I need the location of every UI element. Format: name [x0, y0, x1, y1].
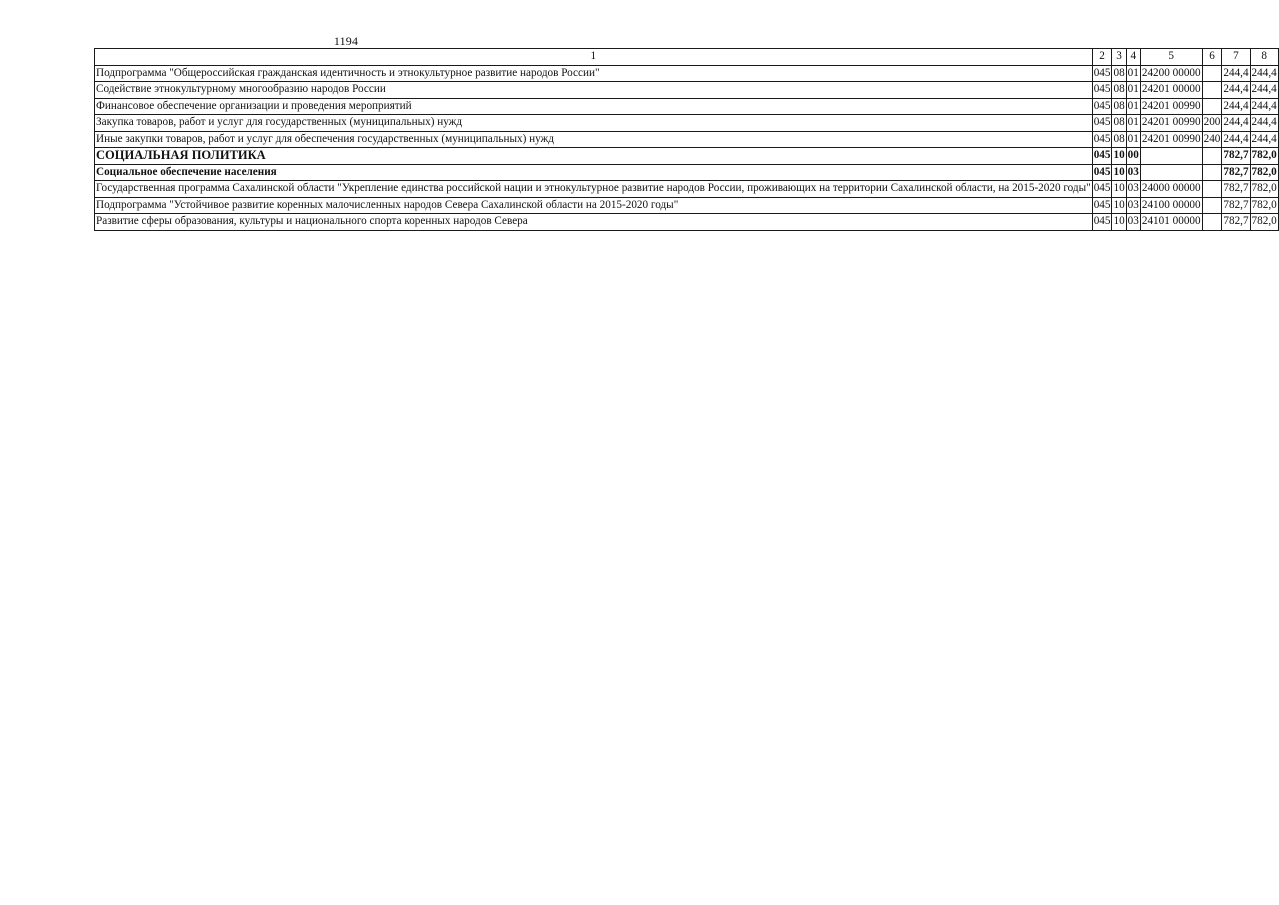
- row-section-code: 08: [1112, 82, 1126, 99]
- row-subsection-code: 01: [1126, 131, 1140, 148]
- row-value-col8: 244,4: [1250, 65, 1278, 82]
- budget-table: [94, 48, 1279, 231]
- header-col-2: 2: [1092, 49, 1112, 66]
- row-value-col8: 244,4: [1250, 82, 1278, 99]
- header-col-5: 5: [1140, 49, 1202, 66]
- row-subsection-code: 03: [1126, 181, 1140, 198]
- row-name: Социальное обеспечение населения: [95, 164, 1093, 181]
- table-body: [95, 65, 1279, 230]
- row-target-code: 24000 00000: [1140, 181, 1202, 198]
- header-col-6: 6: [1202, 49, 1222, 66]
- row-value-col7: 244,4: [1222, 65, 1250, 82]
- row-value-col7: 244,4: [1222, 115, 1250, 132]
- header-col-3: 3: [1112, 49, 1126, 66]
- row-ministry-code: 045: [1092, 131, 1112, 148]
- row-target-code: 24100 00000: [1140, 197, 1202, 214]
- row-target-code: [1140, 164, 1202, 181]
- row-section-code: 08: [1112, 65, 1126, 82]
- table-row: [95, 197, 1279, 214]
- row-subsection-code: 01: [1126, 65, 1140, 82]
- table-row: [95, 148, 1279, 165]
- row-value-col7: 244,4: [1222, 82, 1250, 99]
- row-target-code: 24201 00990: [1140, 131, 1202, 148]
- row-expense-code: [1202, 197, 1222, 214]
- row-subsection-code: 01: [1126, 115, 1140, 132]
- row-target-code: 24101 00000: [1140, 214, 1202, 231]
- row-value-col8: 244,4: [1250, 98, 1278, 115]
- row-name: СОЦИАЛЬНАЯ ПОЛИТИКА: [95, 148, 1093, 165]
- row-section-code: 10: [1112, 197, 1126, 214]
- row-expense-code: 200: [1202, 115, 1222, 132]
- row-expense-code: [1202, 82, 1222, 99]
- row-ministry-code: 045: [1092, 115, 1112, 132]
- table-row: [95, 181, 1279, 198]
- row-target-code: 24201 00000: [1140, 82, 1202, 99]
- row-subsection-code: 00: [1126, 148, 1140, 165]
- row-name: Развитие сферы образования, культуры и национального спорта коренных народов Севера: [95, 214, 1093, 231]
- row-name: Государственная программа Сахалинской области "Укрепление единства российской нации и этнокультурное развитие народов России, проживающих на территории Сахалинской области, на 2015-2020 годы": [95, 181, 1093, 198]
- row-value-col8: 782,0: [1250, 164, 1278, 181]
- row-ministry-code: 045: [1092, 65, 1112, 82]
- row-ministry-code: 045: [1092, 98, 1112, 115]
- row-subsection-code: 03: [1126, 197, 1140, 214]
- table-row: [95, 115, 1279, 132]
- table-row: [95, 164, 1279, 181]
- page-number: 1194: [333, 34, 359, 48]
- row-section-code: 10: [1112, 148, 1126, 165]
- row-expense-code: 240: [1202, 131, 1222, 148]
- row-expense-code: [1202, 164, 1222, 181]
- row-value-col8: 244,4: [1250, 115, 1278, 132]
- row-expense-code: [1202, 98, 1222, 115]
- row-name: Содействие этнокультурному многообразию народов России: [95, 82, 1093, 99]
- row-value-col7: 782,7: [1222, 214, 1250, 231]
- row-subsection-code: 01: [1126, 82, 1140, 99]
- row-ministry-code: 045: [1092, 82, 1112, 99]
- row-name: Иные закупки товаров, работ и услуг для обеспечения государственных (муниципальных) нужд: [95, 131, 1093, 148]
- row-value-col7: 244,4: [1222, 98, 1250, 115]
- table-row: [95, 98, 1279, 115]
- row-value-col8: 782,0: [1250, 214, 1278, 231]
- row-expense-code: [1202, 65, 1222, 82]
- row-expense-code: [1202, 214, 1222, 231]
- table-row: [95, 131, 1279, 148]
- header-col-1: 1: [95, 49, 1093, 66]
- header-col-4: 4: [1126, 49, 1140, 66]
- row-ministry-code: 045: [1092, 197, 1112, 214]
- row-name: Закупка товаров, работ и услуг для государственных (муниципальных) нужд: [95, 115, 1093, 132]
- row-value-col7: 782,7: [1222, 164, 1250, 181]
- row-target-code: 24200 00000: [1140, 65, 1202, 82]
- header-col-7: 7: [1222, 49, 1250, 66]
- row-subsection-code: 03: [1126, 164, 1140, 181]
- row-value-col7: 782,7: [1222, 148, 1250, 165]
- row-subsection-code: 03: [1126, 214, 1140, 231]
- row-expense-code: [1202, 148, 1222, 165]
- header-col-8: 8: [1250, 49, 1278, 66]
- table-row: [95, 214, 1279, 231]
- row-section-code: 10: [1112, 214, 1126, 231]
- row-ministry-code: 045: [1092, 164, 1112, 181]
- row-section-code: 08: [1112, 98, 1126, 115]
- row-target-code: [1140, 148, 1202, 165]
- row-name: Финансовое обеспечение организации и проведения мероприятий: [95, 98, 1093, 115]
- row-value-col8: 244,4: [1250, 131, 1278, 148]
- table-row: [95, 82, 1279, 99]
- row-ministry-code: 045: [1092, 181, 1112, 198]
- row-expense-code: [1202, 181, 1222, 198]
- row-value-col7: 782,7: [1222, 197, 1250, 214]
- row-target-code: 24201 00990: [1140, 98, 1202, 115]
- table-row: [95, 65, 1279, 82]
- row-value-col7: 782,7: [1222, 181, 1250, 198]
- row-section-code: 10: [1112, 181, 1126, 198]
- row-value-col7: 244,4: [1222, 131, 1250, 148]
- row-value-col8: 782,0: [1250, 148, 1278, 165]
- row-ministry-code: 045: [1092, 214, 1112, 231]
- table-header-row: [95, 49, 1279, 66]
- row-name: Подпрограмма "Устойчивое развитие коренных малочисленных народов Севера Сахалинской области на 2015-2020 годы": [95, 197, 1093, 214]
- row-ministry-code: 045: [1092, 148, 1112, 165]
- row-section-code: 10: [1112, 164, 1126, 181]
- row-value-col8: 782,0: [1250, 197, 1278, 214]
- row-name: Подпрограмма "Общероссийская гражданская идентичность и этнокультурное развитие народов России": [95, 65, 1093, 82]
- row-target-code: 24201 00990: [1140, 115, 1202, 132]
- row-value-col8: 782,0: [1250, 181, 1278, 198]
- row-section-code: 08: [1112, 115, 1126, 132]
- row-section-code: 08: [1112, 131, 1126, 148]
- row-subsection-code: 01: [1126, 98, 1140, 115]
